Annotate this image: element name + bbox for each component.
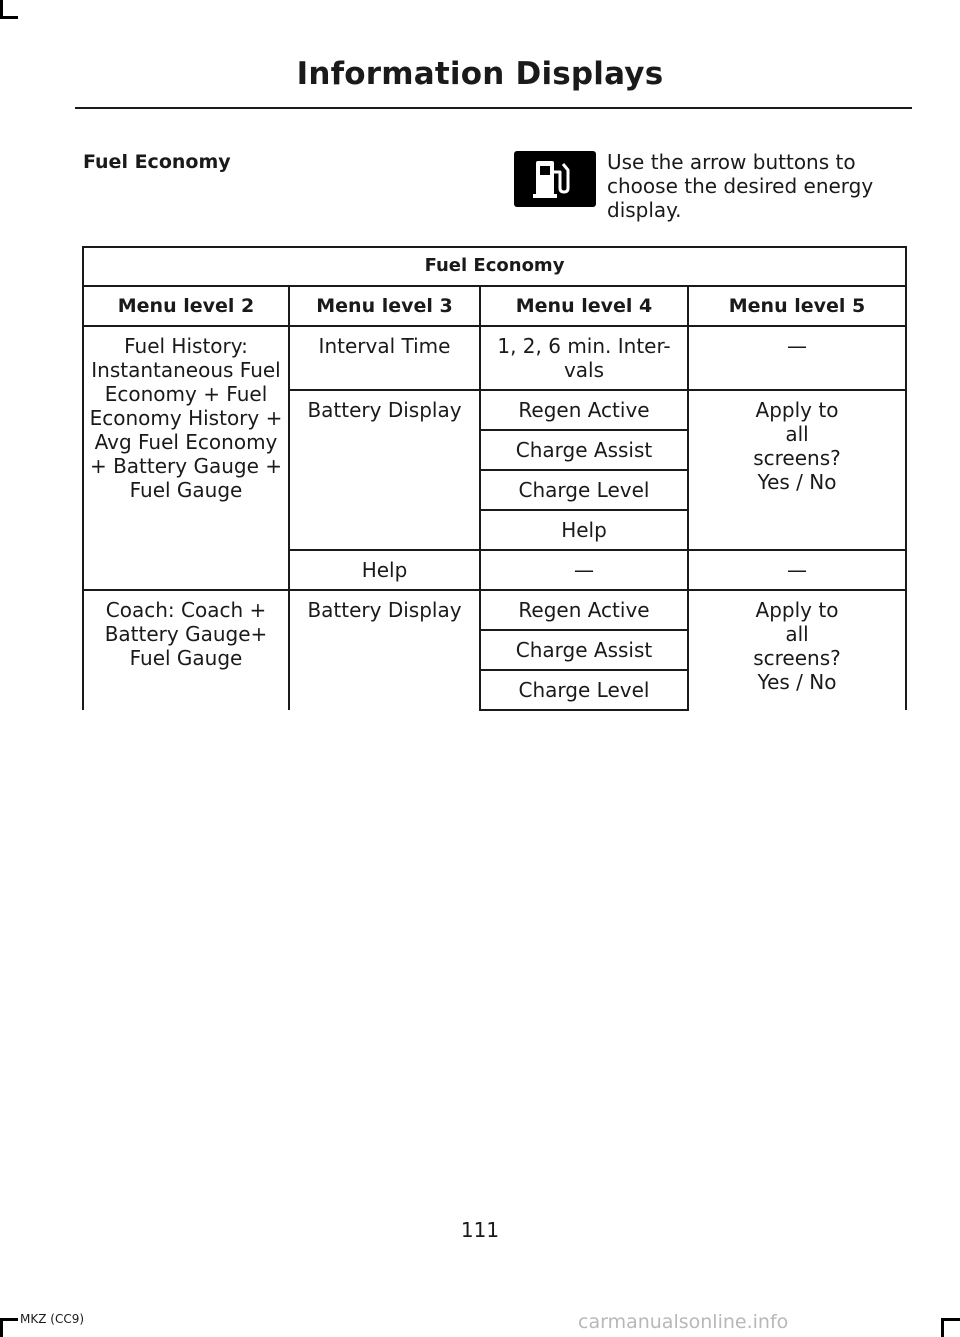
table-cell: Help [480,510,688,550]
table-cell: Regen Active [480,590,688,630]
section-heading: Fuel Economy [83,151,231,173]
yes-no-options: Yes / No [757,670,837,694]
header-divider [75,107,912,109]
watermark: carmanualsonline.info [578,1311,789,1333]
column-header: Menu level 3 [289,286,480,326]
table-cell: Charge Assist [480,630,688,670]
table-cell: — [688,326,906,390]
apply-all-question: Apply to all screens? [753,598,841,670]
table-cell: Charge Level [480,670,688,710]
table-cell: 1, 2, 6 min. Inter- vals [480,326,688,390]
intro-text: Use the arrow buttons to choose the desired energy display. [607,150,874,222]
table-header-row [83,286,906,326]
crop-mark [941,1320,944,1337]
column-header: Menu level 4 [480,286,688,326]
table-caption-row [83,247,906,286]
footer-model: MKZ (CC9) [20,1312,85,1326]
table-cell: Battery Display [289,390,480,550]
fuel-economy-table [82,246,907,711]
table-cell: — [688,550,906,590]
table-cell: Battery Display [289,590,480,710]
table-cell: Regen Active [480,390,688,430]
table-cell: Help [289,550,480,590]
table-caption: Fuel Economy [83,247,906,286]
apply-all-cell [688,590,906,710]
table-cell: — [480,550,688,590]
page-number: 111 [460,1218,500,1242]
page-title: Information Displays [296,56,664,92]
yes-no-options: Yes / No [757,470,837,494]
apply-all-cell [688,390,906,550]
table-row [83,590,906,630]
table-row [83,326,906,390]
column-header: Menu level 2 [83,286,289,326]
table-cell: Charge Assist [480,430,688,470]
coach-cell: Coach: Coach + Battery Gauge+ Fuel Gauge [83,590,289,710]
table-cell: Charge Level [480,470,688,510]
apply-all-question: Apply to all screens? [753,398,841,470]
table-cell: Interval Time [289,326,480,390]
crop-mark [0,1318,18,1321]
fuel-history-cell: Fuel History: Instantaneous Fuel Economy + Fuel Economy History + Avg Fuel Economy + Battery Gauge + Fuel Gauge [83,326,289,590]
crop-mark [0,16,18,19]
column-header: Menu level 5 [688,286,906,326]
fuel-pump-icon [514,151,596,207]
